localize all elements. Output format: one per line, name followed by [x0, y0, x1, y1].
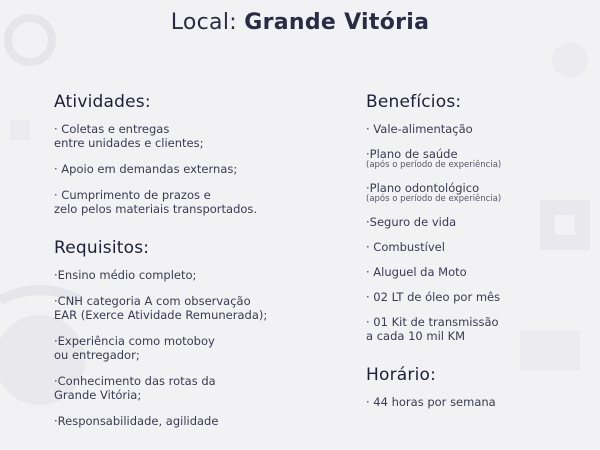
beneficios-heading: Benefícios: [366, 92, 462, 112]
atividades-section [54, 92, 334, 216]
list-item: · Apoio em demandas externas; [54, 162, 238, 176]
left-column [54, 92, 334, 450]
title-location: Grande Vitória [244, 10, 430, 35]
benefit-note: (após o período de experiência) [366, 194, 502, 204]
requisitos-list [54, 268, 334, 428]
list-item: ·Conhecimento das rotas da Grande Vitória; [54, 374, 216, 402]
requisitos-section [54, 238, 334, 428]
page-title [0, 10, 600, 35]
list-item: · Aluguel da Moto [366, 265, 467, 279]
list-item: · 02 LT de óleo por mês [366, 290, 501, 304]
right-column [366, 92, 566, 431]
list-item: · Combustível [366, 240, 445, 254]
list-item: ·CNH categoria A com observação EAR (Exerce Atividade Remunerada); [54, 294, 268, 322]
list-item: · 01 Kit de transmissão a cada 10 mil KM [366, 315, 499, 343]
title-prefix: Local: [170, 10, 237, 35]
horario-list [366, 395, 566, 409]
list-item: ·Seguro de vida [366, 215, 457, 229]
list-item: · Coletas e entregas entre unidades e clientes; [54, 122, 204, 150]
list-item: · Vale-alimentação [366, 122, 473, 136]
list-item: ·Ensino médio completo; [54, 268, 197, 282]
list-item: ·Experiência como motoboy ou entregador; [54, 334, 215, 362]
list-item: ·Responsabilidade, agilidade [54, 414, 219, 428]
horario-heading: Horário: [366, 365, 437, 385]
list-item: ·Plano de saúde (após o período de experiência) [366, 147, 566, 170]
list-item: · Cumprimento de prazos e zelo pelos materiais transportados. [54, 188, 258, 216]
atividades-heading: Atividades: [54, 92, 151, 112]
list-item: · 44 horas por semana [366, 395, 496, 409]
requisitos-heading: Requisitos: [54, 238, 150, 258]
beneficios-list [366, 122, 566, 343]
benefit-note: (após o período de experiência) [366, 160, 502, 170]
beneficios-section [366, 92, 566, 343]
atividades-list [54, 122, 334, 216]
list-item: ·Plano odontológico (após o período de experiência) [366, 181, 566, 204]
horario-section [366, 365, 566, 409]
